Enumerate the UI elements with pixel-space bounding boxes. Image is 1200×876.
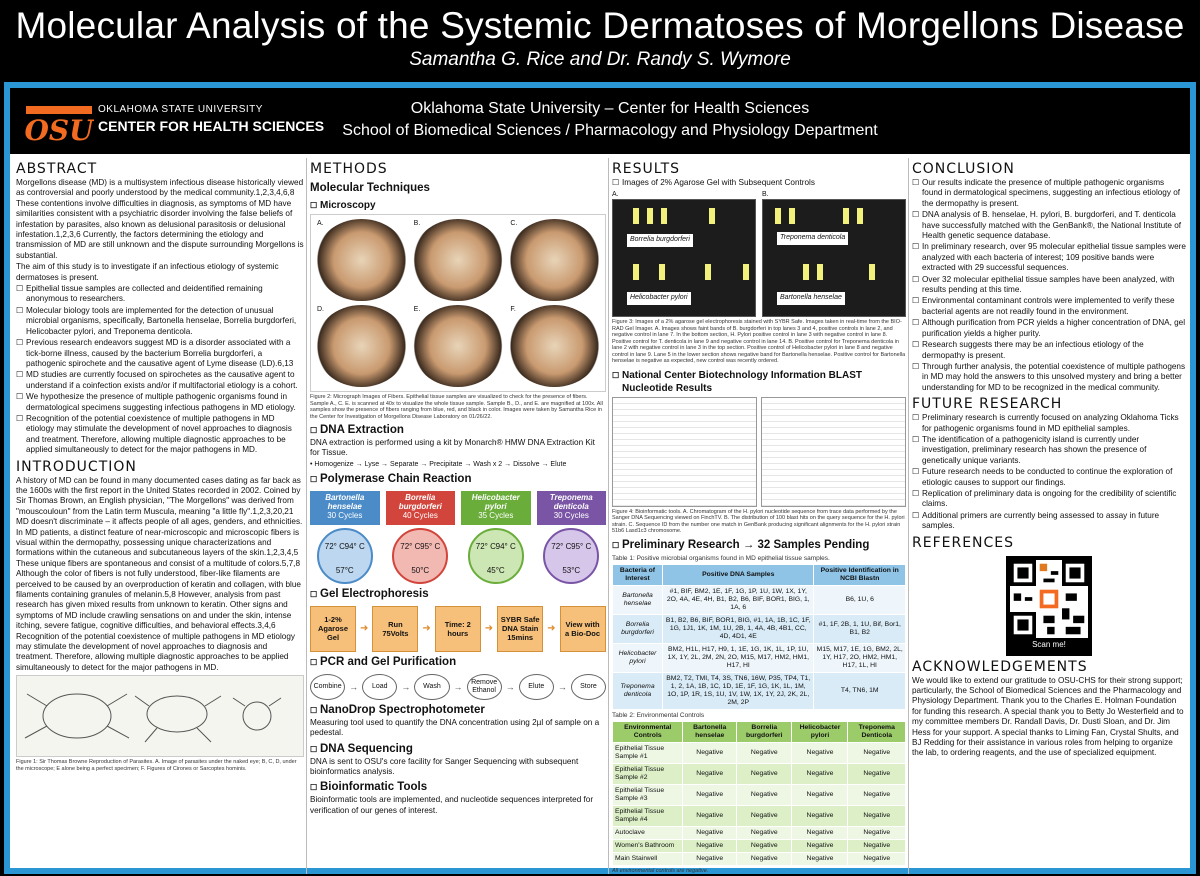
table-cell: Negative [848,805,906,826]
band-arrow [817,264,823,280]
column-divider [608,158,609,874]
logo-university: OKLAHOMA STATE UNIVERSITY [98,104,263,115]
table-cell: Negative [737,805,792,826]
acknowledgements-heading: ACKNOWLEDGEMENTS [912,658,1088,675]
micrograph-label: D. [317,306,324,313]
gel-tag: Helicobacter pylori [627,292,691,304]
purification-step: Load [362,674,397,700]
flow-arrow: ➜ [484,622,494,634]
microscopy-heading: ☐ Microscopy [310,199,606,212]
qr-code-card[interactable] [1006,556,1092,656]
table-cell: #1, BIF, BM2, 1E, 1F, 1G, 1P, 1U, 1W, 1X, 1Y, 2O, 4A, 4E, 4H, B1, B2, B6, BIF, BOR1, BIG, 1, 1A, 6 [663,585,814,614]
purification-flow [310,674,606,700]
table-cell: T4, TN6, 1M [814,672,906,709]
table-cell: Negative [683,763,737,784]
table-header-cell: Borrelia burgdorferi [737,721,792,742]
table-cell: Autoclave [613,826,683,839]
micrograph-label: C. [510,220,518,227]
pcr-card-header [310,491,380,525]
pcr-card [310,491,380,584]
table-2-caption: Table 2: Environmental Controls [612,711,705,719]
table-row [613,742,906,763]
chromatogram-image [612,397,757,507]
future-research-heading: FUTURE RESEARCH [912,396,1063,413]
table-cell: Negative [792,742,848,763]
bullet-item: ☐ The identification of a pathogenicity island is currently under investigation, preliminary research has shown the presence of genetically unique variants. [912,435,1186,466]
bullet-item: ☐ Additional primers are currently being assessed to assay in future samples. [912,511,1186,532]
blast-results-images [612,397,906,507]
svg-text:OSU: OSU [24,114,94,146]
table-cell: Epithelial Tissue Sample #3 [613,784,683,805]
gel-panel-b [762,190,906,317]
table-cell: Negative [683,742,737,763]
table-cell: Negative [848,839,906,852]
bullet-item: ☐ Replication of preliminary data is ongoing for the credibility of scientific claims. [912,489,1186,510]
table-cell: Negative [848,742,906,763]
conclusion-bullets [912,178,1186,393]
blast-caption: Figure 4: Bioinformatic tools. A. Chromatogram of the H. pylori nucleotide sequence from trace data performed by the Sanger DNA Sequencing viewed on FinchTV. B. The distribution of 100 blast hits on the query sequence for the H. pylori strain. C. Sequence ID from the number one match in GenBank producing significant alignments for the H. pylori strain 51b6 Lasd1c3 chromosome. [612,508,905,535]
bullet-item: ☐ Recognition of the potential coexistence of multiple pathogens in MD etiology may stimulate the development of novel approaches to diagnosis and treatment. Therefore, allowing multiple diagnostic approaches to be applied simultaneously to detect for the major pathogens in MD. [16,414,304,456]
pcr-cycles: 30 Cycles [327,510,363,520]
micrograph-image [315,305,408,387]
logo-text [98,102,324,134]
band-arrow [843,208,849,224]
pcr-temp: 50°C [411,565,430,575]
qr-code[interactable] [1010,560,1088,638]
table-cell: B6, 1U, 6 [814,585,906,614]
bullet-item: ☐ Research suggests there may be an infectious etiology of the dermopathy is present. [912,340,1186,361]
introduction-text: A history of MD can be found in many documented cases dating as far back as the 1600s with the first report in the United States recorded in 2002. Coined by Sir Thomas Brown, an English physician, "The Morgellons" was derived from "mouscouloun" from the Latin term Muscula, meaning "a little fly".1,2,3,20,21 MD doesn't discriminate – it affects people of all ages, genders, and ethnicities. In MD patients, a distinct feature of near-microscopic and microscopic fibers is visual within the dermopathy, possessing unique characterizations and formations within the cutaneous and subcutaneous layers of the skin.1,2,3,4,5 These unique fibers are spontaneous and consist of a multitude of colors.5,7,8 Although the color of fibers is not fully understood, fiber-like filaments are perceived to be caused by an overproduction of keratin and collagen, with blue filaments containing granules of melanin.5,8 However, analysis from past research has given mixed results from unknown to keratin. Other signs and symptoms of MD include crawling sensations on and under the skin, intense itching, severe fatigue, cognitive difficulties, and behavioral effects.3,4,6 Recognition of the potential coexistence of multiple pathogens in MD etiology may stimulate the development of novel approaches to diagnosis and treatment. Therefore, allowing multiple diagnostic approaches to be applied simultaneously to detect for the major pathogens in MD. [16,475,303,672]
molecular-techniques-heading: Molecular Techniques [310,182,430,194]
table-cell: Negative [683,852,737,865]
poster-authors: Samantha G. Rice and Dr. Randy S. Wymore [409,49,791,70]
table-header-cell: Positive DNA Samples [663,564,814,585]
gel-step: Run 75Volts [372,606,418,652]
table-cell: Negative [792,763,848,784]
micrograph-image [508,305,601,387]
table-row [613,852,906,865]
pcr-temp: 53°C [562,565,581,575]
column-methods [310,158,606,874]
introduction-heading: INTRODUCTION [16,458,137,475]
band-arrow [803,264,809,280]
preliminary-heading: ☐ Preliminary Research → 32 Samples Pending [612,538,906,553]
gel-tag: Borrelia burgdorferi [627,234,693,246]
dna-extraction-heading: ☐ DNA Extraction [310,423,606,438]
pcr-card [537,491,607,584]
band-arrow [709,208,715,224]
table-cell: Borrelia burgdorferi [613,614,663,643]
table-cell: Negative [792,826,848,839]
institution-banner [10,88,1190,154]
pcr-cards [310,491,606,584]
pcr-temp: 72° C [324,541,345,551]
flow-arrow: → [453,681,463,692]
table-cell: Negative [792,852,848,865]
table-header-cell: Bacteria of Interest [613,564,663,585]
table-row [613,672,906,709]
abstract-aim: The aim of this study is to investigate if an infectious etiology of systemic dermatoses is present. [16,262,279,282]
gel-electrophoresis-flow [310,606,606,652]
pcr-temp: 72° C [400,541,421,551]
table-cell: Negative [737,763,792,784]
conclusion-heading: CONCLUSION [912,161,1015,177]
pcr-temp: 57°C [335,565,354,575]
table-row [613,784,906,805]
pcr-temp: 95° C [420,541,441,551]
banner-line-2: School of Biomedical Sciences / Pharmacology and Physiology Department [342,122,878,139]
flow-arrow: ➜ [422,622,431,634]
purification-step: Wash [414,674,449,700]
bioinformatic-text: Bioinformatic tools are implemented, and nucleotide sequences interpreted for verification of our genes of interest. [310,795,594,815]
table-header-cell: Positive Identification in NCBI Blastn [814,564,906,585]
table-cell: Negative [683,826,737,839]
bullet-item: ☐ We hypothesize the presence of multiple pathogenic organisms found in dermatological specimens suggesting infectious pathogens in MD etiology. [16,392,304,413]
column-abstract-intro [16,158,304,874]
table-cell: Bartonella henselae [613,585,663,614]
nanodrop-text: Measuring tool used to quantify the DNA concentration using 2µl of sample on a pedestal. [310,717,600,738]
purification-heading: ☐ PCR and Gel Purification [310,655,606,670]
banner-line-1: Oklahoma State University – Center for Health Sciences [410,100,810,117]
flow-arrow: → [401,681,411,692]
table-cell: BM2, H1L, H17, H9, 1, 1E, 1G, 1K, 1L, 1P, 1U, 1X, 1Y, 2L, 2M, 2N, 2O, M15, M17, HM2, HM1, H17, HI [663,643,814,672]
pcr-organism: Helicobacter pylori [471,492,520,511]
pcr-card-header [461,491,531,525]
abstract-text: Morgellons disease (MD) is a multisystem infectious disease historically viewed as controversial and poorly understood by the medical community.1,2,3,4,6,8 These contentions involve difficulties in diagnosis, as symptoms of MD have similarities consistent with a psychiatric disorder involving the false beliefs of infestation by parasites, also known as delusional parasitosis or delusional infestation.1,2,3,6 Currently, the factors determining the etiology and transmission of MD are still unknown and the dispute surrounding Morgellons is substantial. [16,178,304,260]
table-header-row [613,564,906,585]
pcr-temp: 72° C [475,541,496,551]
table-cell: Negative [683,805,737,826]
band-arrow [743,264,749,280]
dna-sequencing-heading: ☐ DNA Sequencing [310,742,606,757]
gel-step: Time: 2 hours [435,606,481,652]
pcr-card [461,491,531,584]
bullet-item: ☐ Preliminary research is currently focused on analyzing Oklahoma Ticks for pathogenic organisms found in MD epithelial samples. [912,413,1186,434]
table-cell: M15, M17, 1E, 1G, BM2, 2L, 1Y, H17, 2O, HM2, HM1, H17, 1L, HI [814,643,906,672]
results-heading: RESULTS [612,161,681,177]
acknowledgements-text: We would like to extend our gratitude to OSU-CHS for their strong support; particularly, the School of Biomedical Sciences and the Pharmacology and Physiology Department. Thank you to the Charles E. Holman Foundation for funding this research. A special thank you to Betty Jo Westerfield and to my committee members Dr. Randall Davis, Dr. Dusti Sloan, and Dr. Jim Hess for your support. A special thanks to Liming Fan, Crystal Shults, and BJ Redding for their assistance in various roles from helping to organize the lab, to ordering reagents, and the use of specialized equipment. [912,675,1184,758]
positive-samples-table [612,564,906,710]
table-2-note: All environmental controls are negative. [612,867,709,874]
methods-heading: METHODS [310,161,388,177]
pcr-temperature-wheel [543,528,599,584]
pcr-temp: 45°C [486,565,505,575]
table-cell: B1, B2, B6, BIF, BOR1, BIG, #1, 1A, 1B, 1C, 1F, 1G, 1J1, 1K, 1M, 1U, 2B, 1, 4A, 4B, 4B1, CC, 4D, 4D1, 4E [663,614,814,643]
micrograph-caption: Figure 2: Micrograph Images of Fibers. Epithelial tissue samples are visualized to check for the presence of fibers. Sample A., C. E. is scanned at 40x to visualize the whole tissue sample. Sample B., D., and E. are magnified at 100x. All samples show the presence of fibers ranging from blue, red, and black in color. Images were taken by Samantha Rice in the Center for Investigation of Morgellons Disease Laboratory on 01/26/22. [310,394,603,420]
pcr-temperature-wheel [468,528,524,584]
bullet-item: ☐ In preliminary research, over 95 molecular epithelial tissue samples were analyzed with each bacteria of interest; 109 positive bands were extracted with 29 successful sequences. [912,242,1186,273]
column-results [612,158,906,874]
micrograph-label: F. [510,306,516,313]
table-1-caption: Table 1: Positive microbial organisms found in MD epithelial tissue samples. [612,554,830,562]
gel-electrophoresis-heading: ☐ Gel Electrophoresis [310,587,606,602]
blast-heading: ☐ National Center Biotechnology Information BLAST Nucleotide Results [612,369,906,395]
table-cell: Women's Bathroom [613,839,683,852]
band-arrow [857,208,863,224]
band-arrow [661,208,667,224]
pcr-card [386,491,456,584]
table-row [613,585,906,614]
table-row [613,614,906,643]
table-cell: Negative [792,784,848,805]
band-arrow [775,208,781,224]
bullet-item: ☐ Molecular biology tools are implemented for the detection of unusual microbial organisms, specifically, Bartonella henselae, Borrelia burgdorferi, Helicobacter pylori, and Treponema denticola. [16,306,304,337]
gel-images [612,190,906,317]
purification-step: Store [571,674,606,700]
dna-extraction-text: DNA extraction is performed using a kit by Monarch® HMW DNA Extraction Kit for Tissue. [310,438,595,458]
table-header-row [613,721,906,742]
bullet-item: ☐ Epithelial tissue samples are collected and deidentified remaining anonymous to researchers. [16,284,304,305]
gel-panel-a [612,190,756,317]
table-cell: Negative [848,784,906,805]
table-cell: #1, 1F, 2B, 1, 1U, Bif, Bor1, B1, B2 [814,614,906,643]
column-conclusion [912,158,1186,874]
table-cell: Negative [848,763,906,784]
micrograph-image [508,219,601,301]
bullet-item: ☐ Previous research endeavors suggest MD is a disorder associated with a tick-borne illness, caused by the bacterium Borrelia burgdorferi, a pathogenic spirochete and the causative agent of Lyme disease (LD).6,13 [16,338,304,369]
figure-1-parasites [16,675,304,757]
band-arrow [789,208,795,224]
bullet-item: ☐ Although purification from PCR yields a higher concentration of DNA, gel purification yields a higher purity. [912,318,1186,339]
gel-tag: Bartonella henselae [777,292,845,304]
table-cell: Negative [737,826,792,839]
gel-step: View with a Bio-Doc [560,606,606,652]
micrograph-image [315,219,408,301]
purification-step: Remove Ethanol [467,674,502,700]
pcr-organism: Bartonella henselae [325,492,365,511]
column-divider [306,158,307,874]
abstract-heading: ABSTRACT [16,161,98,177]
band-arrow [633,264,639,280]
abstract-bullets [16,284,304,456]
pcr-cycles: 40 Cycles [402,510,438,520]
gel-step: SYBR Safe DNA Stain 15mins [497,606,543,652]
table-cell: Epithelial Tissue Sample #4 [613,805,683,826]
gel-label-b: B. [762,191,769,199]
micrograph-image [412,305,505,387]
pcr-organism: Borrelia burgdorferi [398,492,442,511]
gel-images-intro: ☐ Images of 2% Agarose Gel with Subsequent Controls [612,178,906,188]
nanodrop-heading: ☐ NanoDrop Spectrophotometer [310,703,606,718]
bullet-item: ☐ MD studies are currently focused on spirochetes as the causative agent to understand if a coinfection exists and/or if multifactorial etiology is a cohort. [16,370,304,391]
bullet-item: ☐ Over 32 molecular epithelial tissue samples have been analyzed, with results pending at this time. [912,275,1186,296]
bullet-item: ☐ Through further analysis, the potential coexistence of multiple pathogens in MD may hold the answers to this unsolved mystery and bring a better understanding for MD to be recognized in the medical community. [912,362,1186,393]
micrograph-label: B. [413,220,421,227]
dna-sequencing-text: DNA is sent to OSU's core facility for Sanger Sequencing with subsequent bioinformatics analysis. [310,756,579,777]
band-arrow [659,264,665,280]
gel-step: 1-2% Agarose Gel [310,606,356,652]
table-row [613,805,906,826]
table-cell: Negative [737,839,792,852]
column-divider [908,158,909,874]
gel-caption: Figure 3: Images of a 2% agarose gel electrophoresis stained with SYBR Safe. Images taken in real-time from the BIO-RAD Gel Imager. A. Images shows faint bands of B. burgdorferi in top lanes 3 and 4, positive controls in lane 2, and negative control in lane 7. In the bottom section, H. Pylori positive control in lane 3 with negative control in lane 8. Positive control for T. denticola in lane 9 and negative control in lane 14. B. Positive control for Treponema denticola in lane 2 with negative control in lane 3 in the top section. Positive control of Helicobacter pylori in lane 8 and negative control in lane 9. Lane 5 in the lower section shows negative band for Bartonella henselae. Positive control for Bartonella henselae is negative as expected, new control was recently ordered. [612,319,906,365]
pcr-temp: 94° C [495,541,516,551]
table-row [613,826,906,839]
environmental-controls-table [612,721,906,866]
micrograph-grid [310,214,606,392]
references-heading: REFERENCES [912,534,1015,551]
pcr-temp: 94° C [344,541,365,551]
table-cell: Negative [737,784,792,805]
future-bullets [912,413,1186,531]
table-header-cell: Bartonella henselae [683,721,737,742]
purification-step: Combine [310,674,345,700]
pcr-card-header [537,491,607,525]
table-row [613,643,906,672]
table-cell: Negative [848,826,906,839]
table-cell: Helicobacter pylori [613,643,663,672]
table-cell: Negative [792,805,848,826]
dna-extraction-steps: • Homogenize → Lyse → Separate → Precipitate → Wash x 2 → Dissolve → Elute [310,460,567,468]
purification-step: Elute [519,674,554,700]
flow-arrow: → [505,681,515,692]
bullet-item: ☐ Future research needs to be conducted to continue the exploration of etiologic causes to support our findings. [912,467,1186,488]
bioinformatic-heading: ☐ Bioinformatic Tools [310,780,606,795]
pcr-cycles: 30 Cycles [553,510,589,520]
table-header-cell: Helicobacter pylori [792,721,848,742]
table-row [613,763,906,784]
band-arrow [647,208,653,224]
gel-label-a: A. [612,191,619,199]
logo-center: CENTER FOR HEALTH SCIENCES [98,118,325,134]
flow-arrow: → [349,681,359,692]
pcr-temperature-wheel [392,528,448,584]
poster-frame [4,82,1196,874]
pcr-card-header [386,491,456,525]
band-arrow [705,264,711,280]
table-cell: Negative [737,742,792,763]
gel-tag: Treponema denticola [777,232,848,244]
osu-logo [24,96,94,146]
micrograph-image [412,219,505,301]
blast-alignment-image [761,397,906,507]
pcr-heading: ☐ Polymerase Chain Reaction [310,472,606,487]
pcr-cycles: 35 Cycles [478,510,514,520]
table-cell: Treponema denticola [613,672,663,709]
table-cell: BM2, T2, TMI, T4, 3S, TN6, 16W, P35, TP4, T1, 1, 2, 1A, 1B, 1C, 1D, 1E, 1F, 1G, 1K, 1L, 1M, 1O, 1P, 1R, 1S, 1U, 1V, 1W, 1X, 1Y, 2J, 2K, 2L, 2M, 2P [663,672,814,709]
gel-image-a [612,199,756,317]
flow-arrow: ➜ [547,622,556,634]
table-row [613,839,906,852]
bullet-item: ☐ Our results indicate the presence of multiple pathogenic organisms found in dermatological specimens, suggesting an infectious etiology of the dermopathy is present. [912,178,1186,209]
pcr-temperature-wheel [317,528,373,584]
table-cell: Main Stairwell [613,852,683,865]
bullet-item: ☐ Environmental contaminant controls were implemented to verify these bacterial agents are not readily found in the environment. [912,296,1186,317]
table-cell: Negative [683,784,737,805]
table-header-cell: Treponema Denticola [848,721,906,742]
title-bar [0,0,1200,80]
band-arrow [869,264,875,280]
table-header-cell: Environmental Controls [613,721,683,742]
pcr-organism: Treponema denticola [549,492,593,511]
table-cell: Epithelial Tissue Sample #2 [613,763,683,784]
micrograph-label: E. [413,306,421,313]
pcr-temp: 95° C [571,541,592,551]
banner-heading [310,98,910,142]
poster-title: Molecular Analysis of the Systemic Dermatoses of Morgellons Disease [15,5,1185,46]
table-cell: Epithelial Tissue Sample #1 [613,742,683,763]
table-cell: Negative [737,852,792,865]
band-arrow [633,208,639,224]
flow-arrow: → [557,681,567,692]
gel-image-b [762,199,906,317]
table-cell: Negative [792,839,848,852]
bullet-item: ☐ DNA analysis of B. henselae, H. pylori, B. burgdorferi, and T. denticola have successfully matched with the GenBank®, the National Institute of Health genetic sequence database. [912,210,1186,241]
flow-arrow: ➜ [360,622,369,634]
table-cell: Negative [683,839,737,852]
micrograph-label: A. [317,220,324,227]
qr-label: Scan me! [1032,639,1066,649]
figure-1-caption: Figure 1: Sir Thomas Browne Reproduction of Parasites. A. Image of parasites under the naked eye; B, C, D, under the microscope; E alone being a perfect specimen; F. Figures of Cirones or Sarcoptes hominis. [16,759,297,772]
table-cell: Negative [848,852,906,865]
pcr-temp: 72° C [551,541,572,551]
